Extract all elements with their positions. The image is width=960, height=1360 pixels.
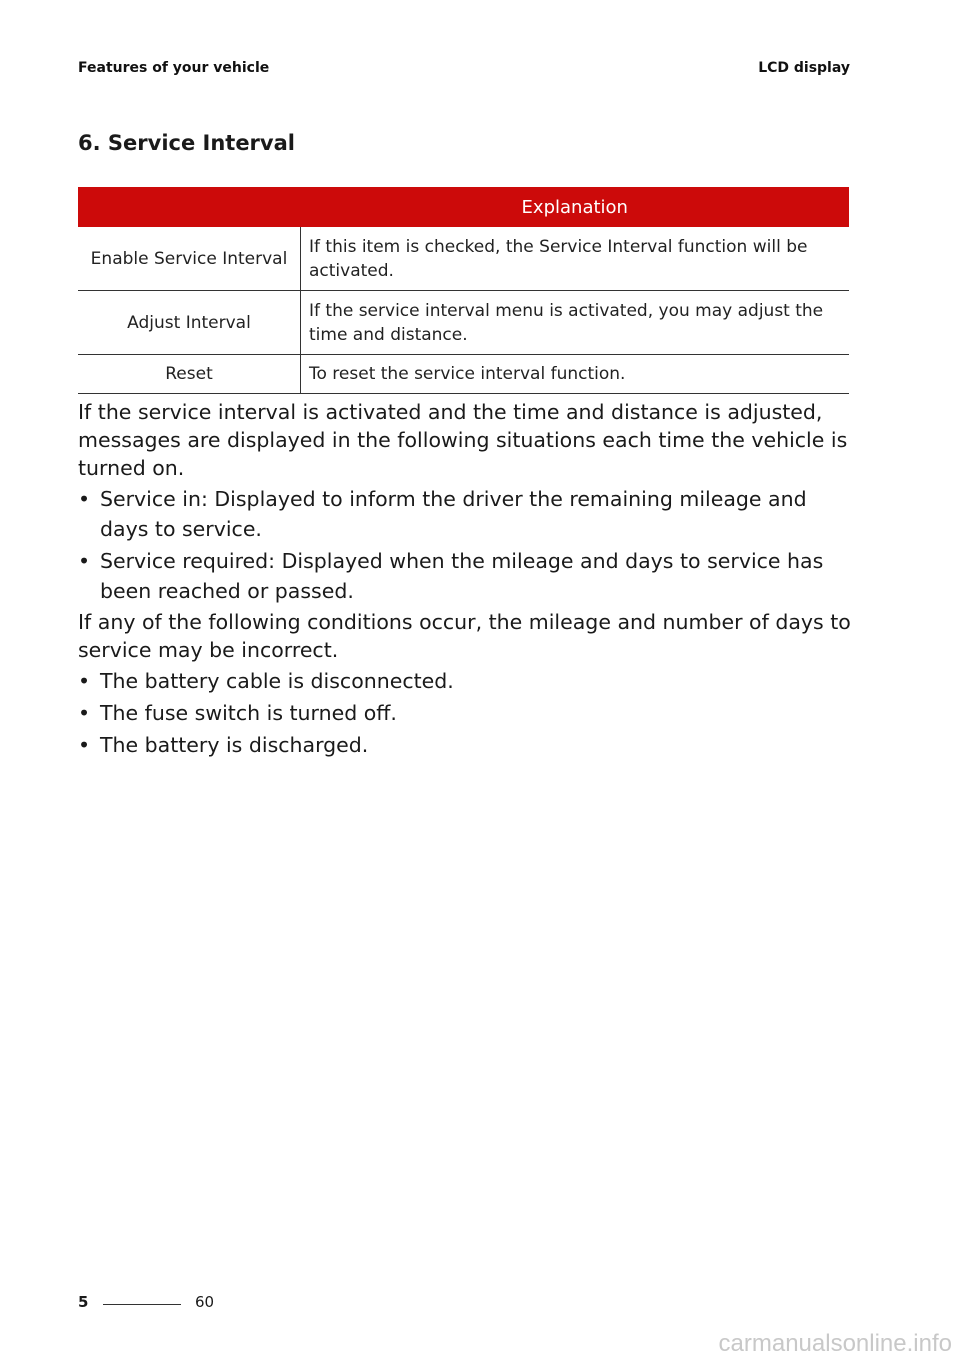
body-text [78, 398, 858, 762]
table-header-explanation: Explanation [301, 187, 850, 227]
bullet-icon: • [78, 701, 91, 725]
table-cell-item: Reset [78, 355, 301, 394]
list-item-text: Service in: Displayed to inform the driver the remaining mileage and days to service. [100, 487, 807, 541]
list-item [78, 698, 858, 728]
footer-chapter-number: 5 [78, 1293, 89, 1311]
footer-divider [103, 1304, 181, 1305]
table-row [78, 355, 849, 394]
table-row [78, 291, 849, 355]
list-item-text: The battery cable is disconnected. [100, 669, 454, 693]
bullet-icon: • [78, 733, 91, 757]
service-interval-table [78, 187, 849, 394]
footer-page-number: 60 [195, 1293, 215, 1311]
list-item-text: The fuse switch is turned off. [100, 701, 397, 725]
table-row [78, 227, 849, 291]
list-item [78, 666, 858, 696]
bullet-icon: • [78, 487, 91, 511]
bullet-icon: • [78, 669, 91, 693]
list-item [78, 484, 858, 544]
list-item [78, 730, 858, 760]
table-cell-item: Enable Service Interval [78, 227, 301, 291]
running-header-section: Features of your vehicle [78, 60, 270, 76]
bullet-list-messages [78, 484, 858, 606]
bullet-icon: • [78, 549, 91, 573]
section-title: 6. Service Interval [78, 131, 295, 155]
list-item-text: Service required: Displayed when the mileage and days to service has been reached or passed. [100, 549, 824, 603]
table-header-row [78, 187, 849, 227]
paragraph-incorrect-conditions: If any of the following conditions occur, the mileage and number of days to service may be incorrect. [78, 610, 851, 662]
paragraph-service-messages: If the service interval is activated and the time and distance is adjusted, messages are displayed in the following situations each time the vehicle is turned on. [78, 400, 848, 480]
table-cell-explanation: If the service interval menu is activated, you may adjust the time and distance. [301, 291, 850, 355]
table-cell-item: Adjust Interval [78, 291, 301, 355]
list-item [78, 546, 858, 606]
watermark: carmanualsonline.info [718, 1330, 952, 1357]
table-cell-explanation: To reset the service interval function. [301, 355, 850, 394]
bullet-list-conditions [78, 666, 858, 760]
list-item-text: The battery is discharged. [100, 733, 369, 757]
running-header-topic: LCD display [758, 60, 850, 76]
table-cell-explanation: If this item is checked, the Service Interval function will be activated. [301, 227, 850, 291]
table-header-item [78, 187, 301, 227]
